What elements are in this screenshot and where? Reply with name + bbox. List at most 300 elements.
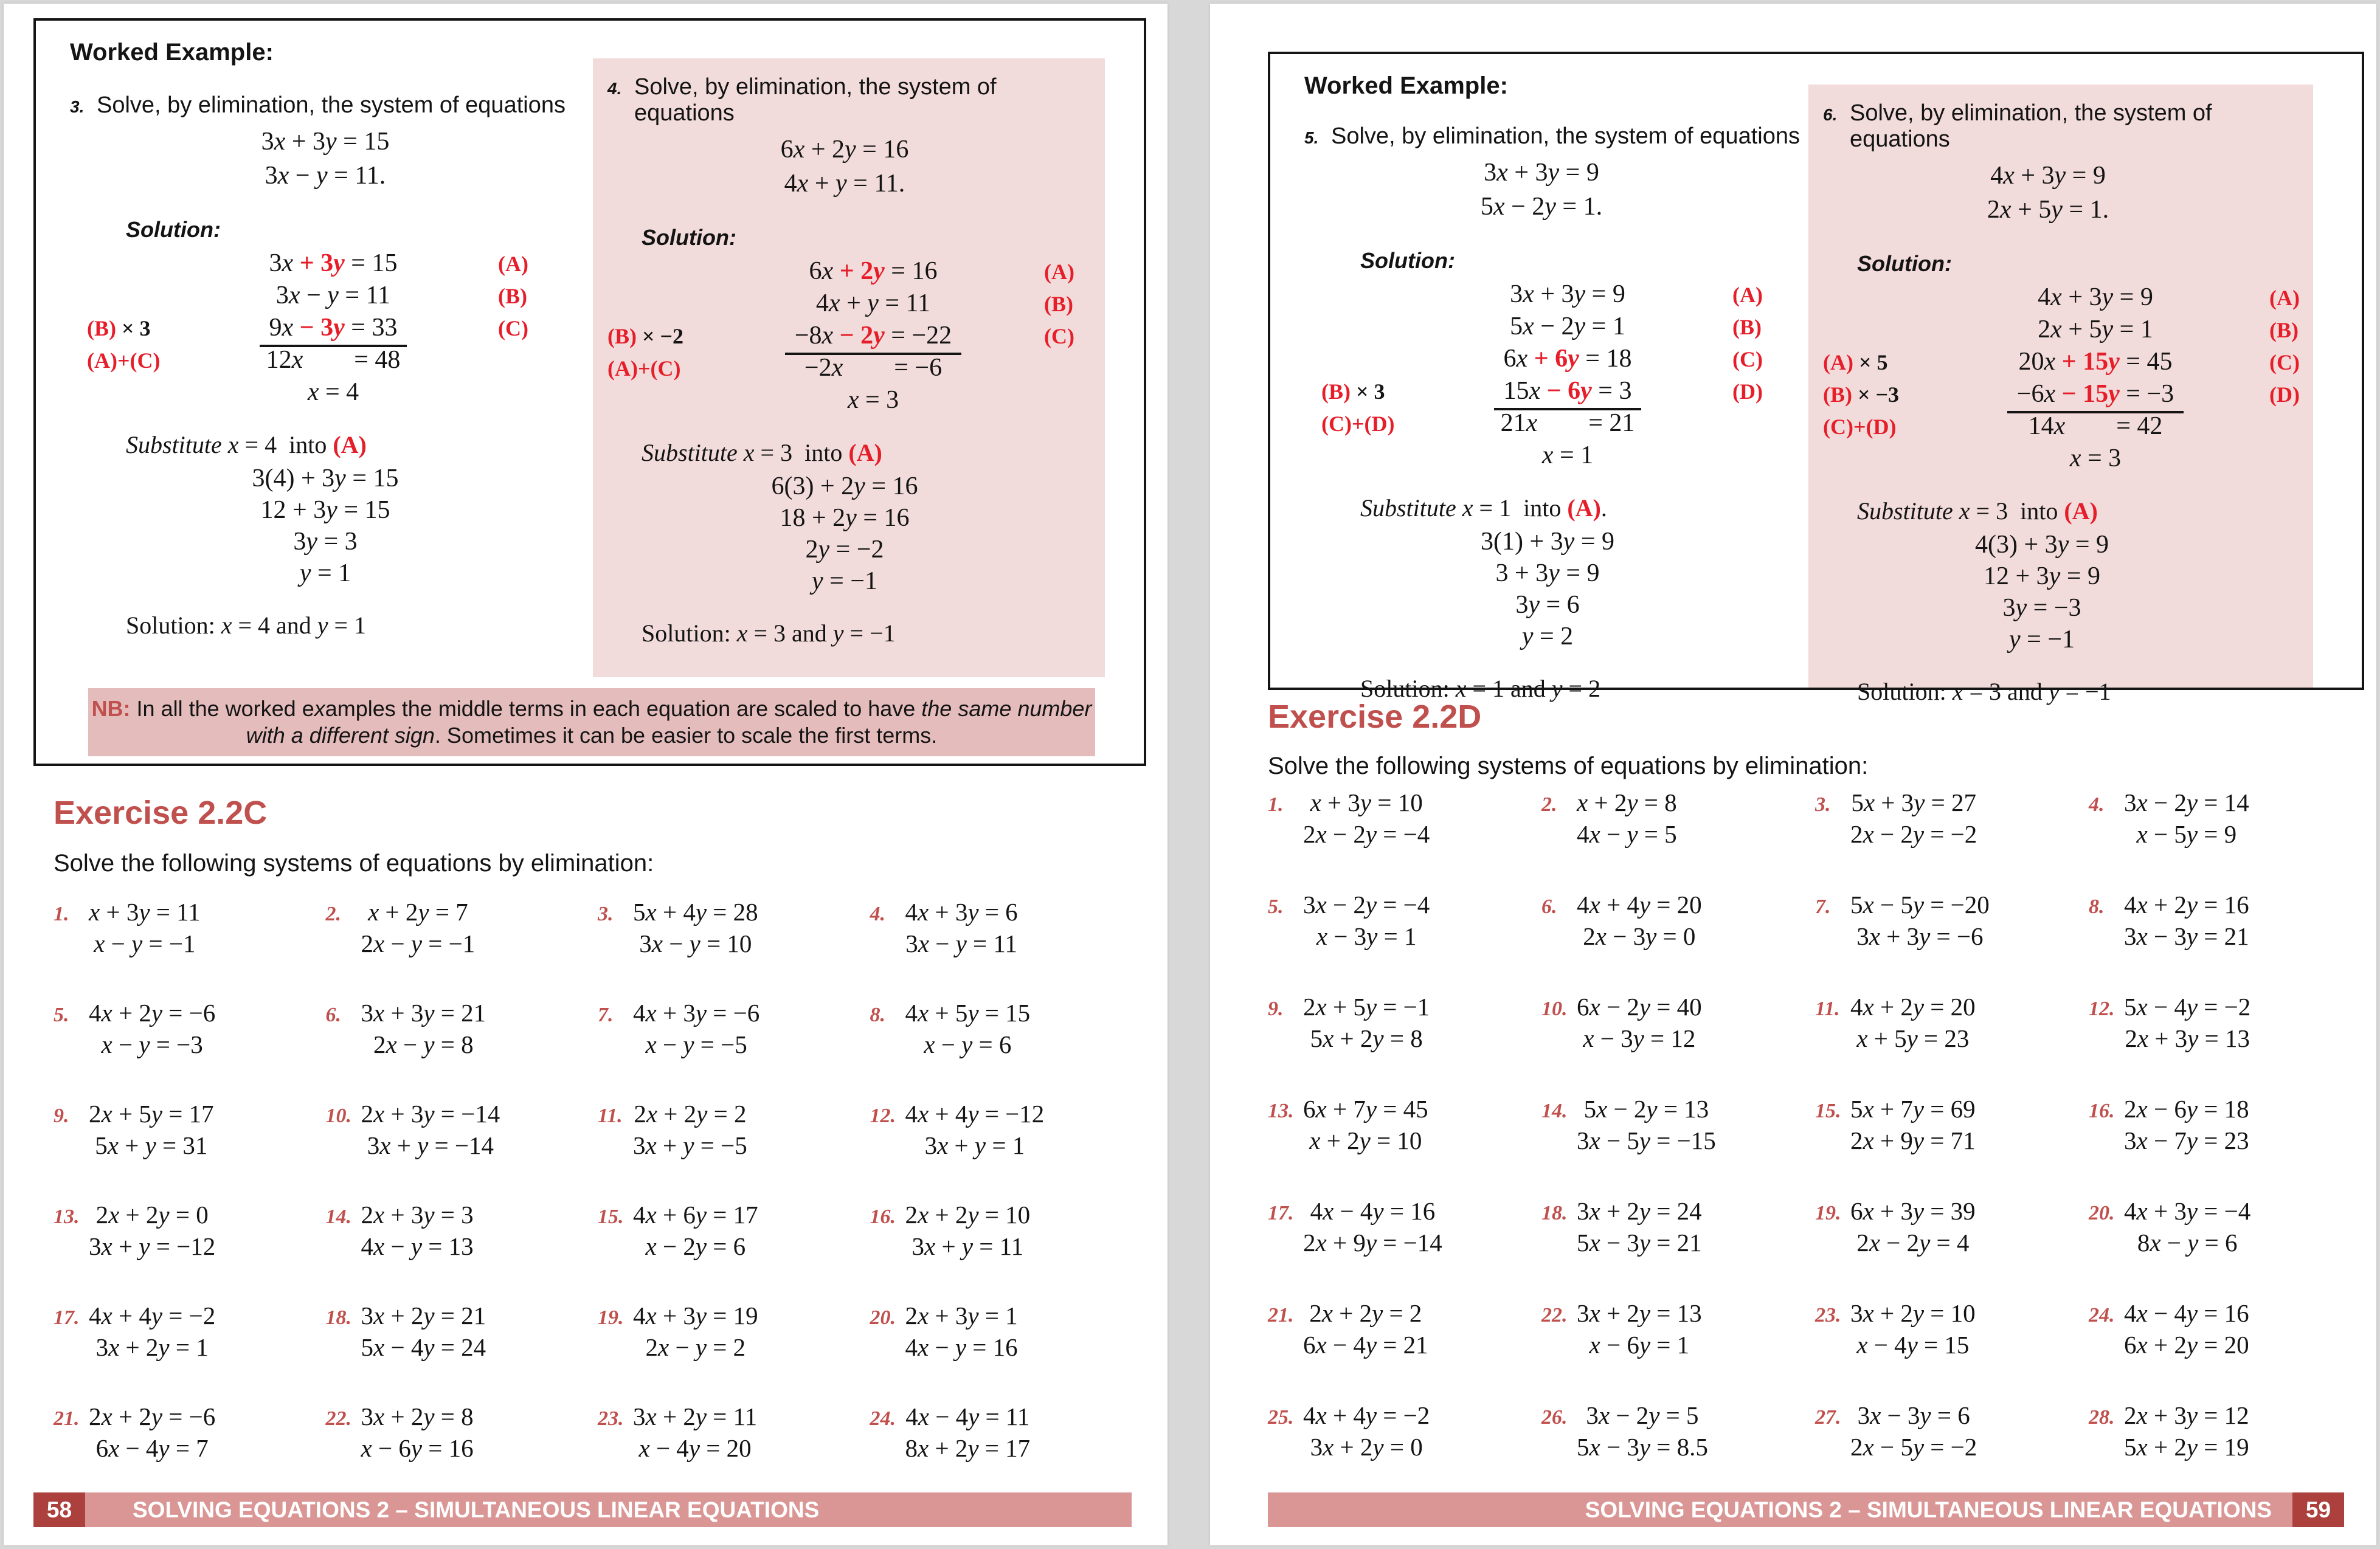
row-operation-label: (A)+(C) bbox=[87, 348, 161, 373]
equation-line-1: 6x + 7y = 45 bbox=[1303, 1095, 1428, 1123]
problem-number: 5. bbox=[54, 1004, 69, 1026]
row-equation: x = 1 bbox=[1541, 441, 1594, 469]
problem bbox=[1268, 991, 1541, 1054]
row-equation: 14x = 42 bbox=[2028, 412, 2163, 440]
problem bbox=[1268, 1399, 1541, 1463]
problem-equations bbox=[2124, 787, 2249, 850]
equation-line-1: 2x + 3y = 1 bbox=[905, 1302, 1018, 1330]
problem-number: 17. bbox=[1268, 1202, 1294, 1224]
problem-number: 19. bbox=[1815, 1202, 1841, 1224]
solution-row bbox=[1304, 376, 1821, 409]
equation-line-2: 5x − 3y = 8.5 bbox=[1577, 1433, 1708, 1461]
problem bbox=[2089, 889, 2362, 952]
equation-line-1: 5x − 2y = 13 bbox=[1583, 1095, 1709, 1123]
row-tag: (A) bbox=[1732, 283, 1763, 307]
problem-number: 16. bbox=[870, 1206, 896, 1228]
equation-line: 3(4) + 3y = 15 bbox=[252, 464, 399, 492]
equation-line: y = −1 bbox=[2008, 626, 2075, 654]
problem bbox=[1815, 889, 2089, 952]
problem-equations bbox=[1850, 991, 1976, 1054]
problem bbox=[598, 1098, 870, 1161]
exercise-22c-intro: Solve the following systems of equations by elimination: bbox=[54, 850, 654, 877]
problem bbox=[1268, 1195, 1541, 1258]
row-equation: 20x + 15y = 45 bbox=[2018, 348, 2173, 376]
equation-line: 18 + 2y = 16 bbox=[780, 504, 910, 532]
problem-equations bbox=[2124, 889, 2249, 952]
solution-row bbox=[1304, 312, 1821, 344]
substitute-line: Substitute x = 3 into (A) bbox=[1857, 497, 2098, 525]
problem bbox=[1268, 1297, 1541, 1361]
equation-line-1: 4x + 3y = 6 bbox=[905, 898, 1018, 926]
equation-line: 12 + 3y = 9 bbox=[1983, 562, 2101, 590]
row-operation-label: (C)+(D) bbox=[1823, 415, 1897, 439]
equation-line-2: 2x − 2y = 4 bbox=[1856, 1229, 1970, 1257]
substitute-line: Substitute x = 3 into (A) bbox=[642, 439, 882, 466]
problem-equations bbox=[633, 1300, 758, 1363]
equation-line-1: 2x − 6y = 18 bbox=[2124, 1095, 2249, 1123]
chapter-title-bar: SOLVING EQUATIONS 2 – SIMULTANEOUS LINEAR EQUATIONS bbox=[85, 1492, 1132, 1527]
row-equation: −2x = −6 bbox=[804, 354, 943, 382]
equation-line: y = 1 bbox=[299, 559, 351, 587]
equation-line-1: 5x − 5y = −20 bbox=[1850, 891, 1990, 919]
problem-equations bbox=[361, 997, 486, 1060]
solution-row bbox=[1304, 409, 1821, 441]
row-equation: 6x + 2y = 16 bbox=[809, 257, 938, 285]
problem-number: 14. bbox=[1541, 1100, 1568, 1122]
equation-line-1: 2x + 5y = −1 bbox=[1303, 993, 1430, 1021]
equation-line-1: 3x − 3y = 6 bbox=[1857, 1401, 1970, 1429]
equation-line-1: 3x + 2y = 24 bbox=[1577, 1197, 1702, 1225]
equation-line: 3(1) + 3y = 9 bbox=[1480, 528, 1614, 556]
solution-row bbox=[607, 353, 1099, 385]
equation-line-2: 6x − 4y = 21 bbox=[1303, 1331, 1428, 1359]
equation-line-2: 3x + y = −5 bbox=[633, 1131, 747, 1159]
equation-line-1: 3x + 2y = 21 bbox=[361, 1302, 486, 1330]
equation-line-1: 5x + 3y = 27 bbox=[1851, 788, 1976, 816]
equation-line-1: 2x + 3y = 3 bbox=[361, 1201, 474, 1229]
problem-number: 3. bbox=[598, 903, 614, 925]
equation-line-1: 3x + 2y = 13 bbox=[1577, 1299, 1702, 1327]
given-equations bbox=[1835, 159, 2261, 227]
given-equations bbox=[1347, 156, 1736, 224]
equation-line-1: 4x + 3y = 19 bbox=[633, 1302, 758, 1330]
worked-example-box-left bbox=[33, 18, 1146, 766]
example-prompt-text: Solve, by elimination, the system of equations bbox=[634, 74, 997, 126]
equation-line-2: 2x + 9y = 71 bbox=[1850, 1126, 1976, 1154]
equation-line-2: 2x − 3y = 0 bbox=[1583, 922, 1696, 950]
equation-line-2: x − 4y = 15 bbox=[1856, 1331, 1970, 1359]
chapter-title-bar: SOLVING EQUATIONS 2 – SIMULTANEOUS LINEAR EQUATIONS bbox=[1268, 1492, 2292, 1527]
problem bbox=[1815, 787, 2089, 850]
problem bbox=[870, 1401, 1143, 1464]
given-equations bbox=[632, 133, 1057, 201]
problem-equations bbox=[1850, 889, 1990, 952]
equation-line-1: 4x + 4y = −12 bbox=[905, 1100, 1045, 1128]
equation-line-1: 4x − 4y = 16 bbox=[2124, 1299, 2249, 1327]
equation-line-2: x + 5y = 23 bbox=[1856, 1024, 1970, 1052]
problem-number: 1. bbox=[1268, 793, 1284, 816]
solution-row bbox=[1823, 283, 2307, 315]
problem-equations bbox=[89, 997, 215, 1060]
example-number: 5. bbox=[1304, 128, 1319, 147]
page-number: 58 bbox=[33, 1492, 85, 1527]
problem-number: 24. bbox=[870, 1407, 896, 1430]
row-equation: 21x = 21 bbox=[1500, 409, 1635, 437]
equation-line-2: 3x − 7y = 23 bbox=[2124, 1126, 2249, 1154]
solution-rows bbox=[1304, 280, 1821, 473]
solution-row bbox=[70, 249, 605, 281]
worked-example-box-right bbox=[1268, 52, 2364, 705]
worked-example-5 bbox=[1304, 108, 1821, 703]
problem bbox=[326, 896, 598, 959]
problem-equations bbox=[905, 896, 1018, 959]
problem bbox=[2089, 1399, 2362, 1463]
equation-line-2: 3x − y = 10 bbox=[639, 930, 752, 957]
equation-line-2: 2x + 3y = 13 bbox=[2125, 1024, 2250, 1052]
problem bbox=[1815, 1195, 2089, 1258]
given-equations bbox=[112, 125, 538, 193]
problem-equations bbox=[1303, 1195, 1442, 1258]
problem-number: 7. bbox=[1815, 895, 1831, 918]
row-equation: −6x − 15y = −3 bbox=[1956, 379, 2235, 413]
row-equation: 4x + y = 11 bbox=[815, 289, 931, 317]
problem-equations bbox=[2124, 1093, 2249, 1156]
row-tag: (C) bbox=[2269, 350, 2300, 374]
equation-line-2: x − 4y = 20 bbox=[638, 1434, 752, 1462]
equation-line: y = 2 bbox=[1521, 623, 1574, 650]
problem-number: 11. bbox=[598, 1105, 623, 1127]
row-tag: (B) bbox=[1732, 315, 1762, 339]
equation-line-2: 5x + 2y = 19 bbox=[2124, 1433, 2249, 1461]
problem-equations bbox=[1303, 787, 1430, 850]
equation-line-1: x + 2y = 8 bbox=[1577, 788, 1677, 816]
problem-number: 9. bbox=[54, 1105, 69, 1127]
problem bbox=[54, 1199, 326, 1262]
equation-line-2: 8x + 2y = 17 bbox=[905, 1434, 1031, 1462]
problem-number: 22. bbox=[325, 1407, 351, 1430]
problem bbox=[2089, 787, 2362, 850]
problem-equations bbox=[1577, 787, 1677, 850]
equation-line: 2x + 5y = 1. bbox=[1987, 196, 2109, 224]
equation-line-1: 4x − 4y = 16 bbox=[1310, 1197, 1436, 1225]
equation-line: 4x + 3y = 9 bbox=[1990, 162, 2106, 190]
equation-line: 2y = −2 bbox=[805, 536, 884, 564]
solution-label: Solution: bbox=[1360, 248, 1455, 273]
equation-line-2: 3x + 3y = −6 bbox=[1856, 922, 1984, 950]
problem-equations bbox=[1850, 1195, 1976, 1258]
exercise-22d-title: Exercise 2.2D bbox=[1268, 699, 1482, 735]
row-equation: 5x − 2y = 1 bbox=[1510, 312, 1625, 340]
problem-number: 12. bbox=[2089, 998, 2115, 1020]
equation-line-2: 2x − 2y = −2 bbox=[1850, 820, 1977, 848]
exercise-22d-problems bbox=[1268, 787, 2362, 1463]
problem-number: 5. bbox=[1268, 895, 1284, 918]
problem-equations bbox=[633, 1199, 758, 1262]
solution-row bbox=[1304, 441, 1821, 473]
equation-line-1: 2x + 2y = 0 bbox=[95, 1201, 209, 1229]
equation-line-2: x − 6y = 16 bbox=[361, 1434, 474, 1462]
equation-line-1: 2x + 2y = 2 bbox=[1309, 1299, 1422, 1327]
equation-line-1: 6x − 2y = 40 bbox=[1577, 993, 1702, 1021]
problem-number: 15. bbox=[598, 1206, 624, 1228]
example-5-prompt bbox=[1304, 123, 1821, 150]
equation-line-2: 3x − 5y = −15 bbox=[1577, 1126, 1716, 1154]
equation-line-2: x − 6y = 1 bbox=[1589, 1331, 1690, 1359]
equation-line-1: 4x + 2y = −6 bbox=[89, 999, 216, 1027]
final-solution: Solution: x = 4 and y = 1 bbox=[126, 612, 367, 639]
problem-equations bbox=[361, 896, 476, 959]
substitution-steps bbox=[1847, 529, 2236, 655]
equation-line-1: 4x − 4y = 11 bbox=[905, 1402, 1030, 1430]
solution-label: Solution: bbox=[126, 217, 221, 242]
problem-equations bbox=[89, 1199, 215, 1262]
solution-row bbox=[607, 257, 1099, 289]
row-tag: (A) bbox=[498, 252, 528, 276]
problem-equations bbox=[1577, 889, 1702, 952]
equation-line: 4(3) + 3y = 9 bbox=[1974, 531, 2109, 559]
problem-number: 26. bbox=[1541, 1406, 1568, 1429]
problem-number: 21. bbox=[54, 1407, 80, 1430]
equation-line-1: 5x + 4y = 28 bbox=[633, 898, 758, 926]
problem-equations bbox=[1303, 1399, 1430, 1463]
solution-row bbox=[1304, 280, 1821, 312]
solution-rows bbox=[607, 257, 1099, 418]
problem-equations bbox=[905, 1098, 1045, 1161]
problem-equations bbox=[89, 896, 201, 959]
equation-line-2: x − 2y = 6 bbox=[645, 1232, 746, 1260]
row-operation-label: (B) × −2 bbox=[607, 324, 684, 348]
equation-line-2: 2x − 5y = −2 bbox=[1850, 1433, 1977, 1461]
equation-line-2: x − 3y = 1 bbox=[1316, 922, 1417, 950]
row-operation-label: (C)+(D) bbox=[1321, 412, 1395, 436]
problem-equations bbox=[1850, 1093, 1976, 1156]
equation-line-1: 2x + 5y = 17 bbox=[89, 1100, 214, 1128]
row-tag: (A) bbox=[2269, 286, 2300, 310]
problem bbox=[598, 1199, 870, 1262]
equation-line-1: 4x + 3y = −6 bbox=[633, 999, 760, 1027]
problem bbox=[2089, 1093, 2362, 1156]
problem-number: 9. bbox=[1268, 998, 1284, 1020]
solution-rows bbox=[70, 249, 605, 410]
problem-number: 22. bbox=[1541, 1304, 1568, 1326]
exercise-22d-intro: Solve the following systems of equations by elimination: bbox=[1268, 753, 1869, 779]
equation-line-1: 2x + 2y = 2 bbox=[634, 1100, 747, 1128]
row-equation: 9x − 3y = 33 bbox=[202, 313, 464, 347]
problem-number: 14. bbox=[325, 1206, 351, 1228]
problem-number: 23. bbox=[598, 1407, 624, 1430]
problem-number: 1. bbox=[54, 903, 69, 925]
equation-line-2: 3x + y = −12 bbox=[89, 1232, 216, 1260]
equation-line-1: 4x + 4y = 20 bbox=[1577, 891, 1702, 919]
problem bbox=[326, 1098, 598, 1161]
problem-equations bbox=[1303, 889, 1430, 952]
problem-equations bbox=[1850, 1399, 1977, 1463]
worked-example-4 bbox=[593, 58, 1105, 677]
problem-number: 2. bbox=[1541, 793, 1557, 816]
solution-rows bbox=[1823, 283, 2307, 476]
equation-line-1: 4x + 2y = 16 bbox=[2124, 891, 2249, 919]
equation-line: 3x − y = 11. bbox=[265, 162, 386, 190]
problem-equations bbox=[1577, 1297, 1702, 1361]
problem bbox=[1268, 787, 1541, 850]
equation-line-2: 3x − y = 11 bbox=[905, 930, 1017, 957]
row-tag: (B) bbox=[1044, 292, 1073, 316]
example-3-prompt bbox=[70, 92, 605, 119]
row-equation: x = 3 bbox=[847, 386, 899, 414]
row-tag: (D) bbox=[2269, 382, 2300, 407]
example-prompt-text: Solve, by elimination, the system of equations bbox=[1331, 123, 1800, 149]
problem bbox=[1815, 991, 2089, 1054]
problem bbox=[54, 997, 326, 1060]
solution-row bbox=[607, 289, 1099, 321]
equation-line: y = −1 bbox=[811, 567, 878, 595]
final-solution: Solution: x = 3 and y = −1 bbox=[642, 619, 896, 647]
nb-note-box bbox=[88, 688, 1095, 756]
problem-equations bbox=[361, 1401, 474, 1464]
row-tag: (A) bbox=[1044, 260, 1074, 284]
row-equation: 6x + 6y = 18 bbox=[1503, 345, 1632, 373]
problem-number: 12. bbox=[870, 1105, 896, 1127]
substitute-line: Substitute x = 1 into (A). bbox=[1360, 494, 1607, 522]
substitute-line: Substitute x = 4 into (A) bbox=[126, 431, 367, 458]
problem-number: 25. bbox=[1268, 1406, 1294, 1429]
row-operation-label: (B) × −3 bbox=[1823, 382, 1900, 407]
equation-line-2: x − y = 6 bbox=[924, 1030, 1012, 1058]
row-operation-label: (A) × 5 bbox=[1823, 350, 1888, 374]
equation-line: 12 + 3y = 15 bbox=[260, 496, 390, 524]
problem-number: 13. bbox=[54, 1206, 80, 1228]
solution-row bbox=[607, 385, 1099, 418]
problem-equations bbox=[2124, 1297, 2249, 1361]
problem-equations bbox=[905, 1300, 1018, 1363]
problem bbox=[870, 896, 1143, 959]
problem-number: 4. bbox=[2089, 793, 2105, 816]
problem bbox=[326, 1300, 598, 1363]
page-footer bbox=[1268, 1492, 2344, 1527]
example-prompt-text: Solve, by elimination, the system of equations bbox=[97, 92, 566, 118]
equation-line-1: 4x + 5y = 15 bbox=[905, 999, 1031, 1027]
problem bbox=[1541, 991, 1815, 1054]
equation-line-1: 4x + 3y = −4 bbox=[2124, 1197, 2251, 1225]
equation-line-1: x + 2y = 7 bbox=[368, 898, 468, 926]
worked-example-6 bbox=[1808, 85, 2313, 705]
problem bbox=[598, 997, 870, 1060]
equation-line-1: 6x + 3y = 39 bbox=[1850, 1197, 1976, 1225]
equation-line-2: 2x − y = −1 bbox=[361, 930, 476, 957]
problem bbox=[1541, 1399, 1815, 1463]
problem-number: 6. bbox=[325, 1004, 341, 1026]
equation-line-1: 3x + 3y = 21 bbox=[361, 999, 486, 1027]
row-tag: (D) bbox=[1732, 379, 1763, 404]
problem-number: 18. bbox=[1541, 1202, 1568, 1224]
row-operation-label: (B) × 3 bbox=[87, 316, 151, 340]
problem-number: 19. bbox=[598, 1306, 624, 1329]
final-solution: Solution: x = 1 and y = 2 bbox=[1360, 675, 1601, 702]
solution-label: Solution: bbox=[1857, 251, 1952, 276]
problem-equations bbox=[1303, 991, 1430, 1054]
example-4-prompt bbox=[607, 74, 1099, 126]
row-equation: 3x − y = 11 bbox=[275, 281, 391, 309]
solution-row bbox=[1823, 412, 2307, 444]
problem-equations bbox=[89, 1098, 214, 1161]
problem bbox=[54, 1401, 326, 1464]
problem-equations bbox=[905, 997, 1031, 1060]
equation-line-2: 2x + 9y = −14 bbox=[1303, 1229, 1442, 1257]
problem-equations bbox=[905, 1199, 1031, 1262]
problem-number: 15. bbox=[1815, 1100, 1841, 1122]
problem-number: 4. bbox=[870, 903, 885, 925]
problem-number: 28. bbox=[2089, 1406, 2115, 1429]
exercise-22c-title: Exercise 2.2C bbox=[54, 795, 268, 831]
problem-equations bbox=[361, 1300, 486, 1363]
problem-equations bbox=[2124, 991, 2250, 1054]
equation-line-2: 2x − y = 2 bbox=[645, 1333, 746, 1361]
equation-line-1: 2x + 3y = −14 bbox=[361, 1100, 500, 1128]
problem bbox=[1541, 1297, 1815, 1361]
worked-example-heading: Worked Example: bbox=[70, 39, 274, 66]
problem-equations bbox=[1577, 991, 1702, 1054]
equation-line-2: 3x + 2y = 0 bbox=[1310, 1433, 1423, 1461]
equation-line-2: 3x + y = 11 bbox=[912, 1232, 1024, 1260]
equation-line-1: x + 3y = 11 bbox=[89, 898, 201, 926]
problem-equations bbox=[2124, 1195, 2250, 1258]
problem bbox=[1815, 1297, 2089, 1361]
equation-line-1: 3x − 2y = 5 bbox=[1586, 1401, 1699, 1429]
solution-row bbox=[70, 281, 605, 313]
problem-number: 23. bbox=[1815, 1304, 1841, 1326]
equation-line-2: 5x − 3y = 21 bbox=[1577, 1229, 1702, 1257]
problem-equations bbox=[633, 997, 759, 1060]
exercise-22c-problems bbox=[54, 896, 1142, 1464]
problem bbox=[870, 997, 1143, 1060]
equation-line-2: x + 2y = 10 bbox=[1309, 1126, 1422, 1154]
problem-number: 3. bbox=[1815, 793, 1831, 816]
equation-line-2: 2x − y = 8 bbox=[373, 1030, 474, 1058]
substitution-steps bbox=[656, 471, 1033, 597]
equation-line: 3 + 3y = 9 bbox=[1495, 559, 1600, 587]
problem-equations bbox=[89, 1300, 215, 1363]
equation-line-2: 3x + 2y = 1 bbox=[95, 1333, 209, 1361]
solution-row bbox=[1304, 344, 1821, 376]
row-tag: (B) bbox=[498, 284, 527, 308]
problem bbox=[598, 896, 870, 959]
problem-number: 10. bbox=[1541, 998, 1568, 1020]
substitution-steps bbox=[137, 463, 514, 589]
equation-line: 5x − 2y = 1. bbox=[1480, 193, 1603, 221]
equation-line: 3y = 6 bbox=[1515, 591, 1580, 619]
equation-line-1: 4x + 4y = −2 bbox=[89, 1302, 216, 1330]
equation-line-2: 3x + y = 1 bbox=[924, 1131, 1025, 1159]
row-tag: (C) bbox=[498, 316, 528, 340]
problem-equations bbox=[89, 1401, 215, 1464]
equation-line: 3x + 3y = 9 bbox=[1484, 159, 1599, 187]
problem bbox=[2089, 1195, 2362, 1258]
example-number: 4. bbox=[607, 79, 622, 98]
row-operation-label: (A)+(C) bbox=[607, 356, 681, 381]
equation-line-2: 2x − 2y = −4 bbox=[1303, 820, 1430, 848]
row-tag: (C) bbox=[1044, 324, 1074, 348]
problem-number: 13. bbox=[1268, 1100, 1294, 1122]
problem-equations bbox=[1303, 1093, 1428, 1156]
equation-line: 6(3) + 2y = 16 bbox=[771, 472, 918, 500]
example-prompt-text: Solve, by elimination, the system of equations bbox=[1850, 100, 2212, 152]
equation-line-2: x − y = −1 bbox=[94, 930, 196, 957]
equation-line-2: 5x − 4y = 24 bbox=[361, 1333, 486, 1361]
textbook-page-59 bbox=[1210, 4, 2376, 1545]
problem-equations bbox=[633, 896, 758, 959]
problem-number: 2. bbox=[325, 903, 341, 925]
equation-line-2: x − y = −3 bbox=[101, 1030, 203, 1058]
